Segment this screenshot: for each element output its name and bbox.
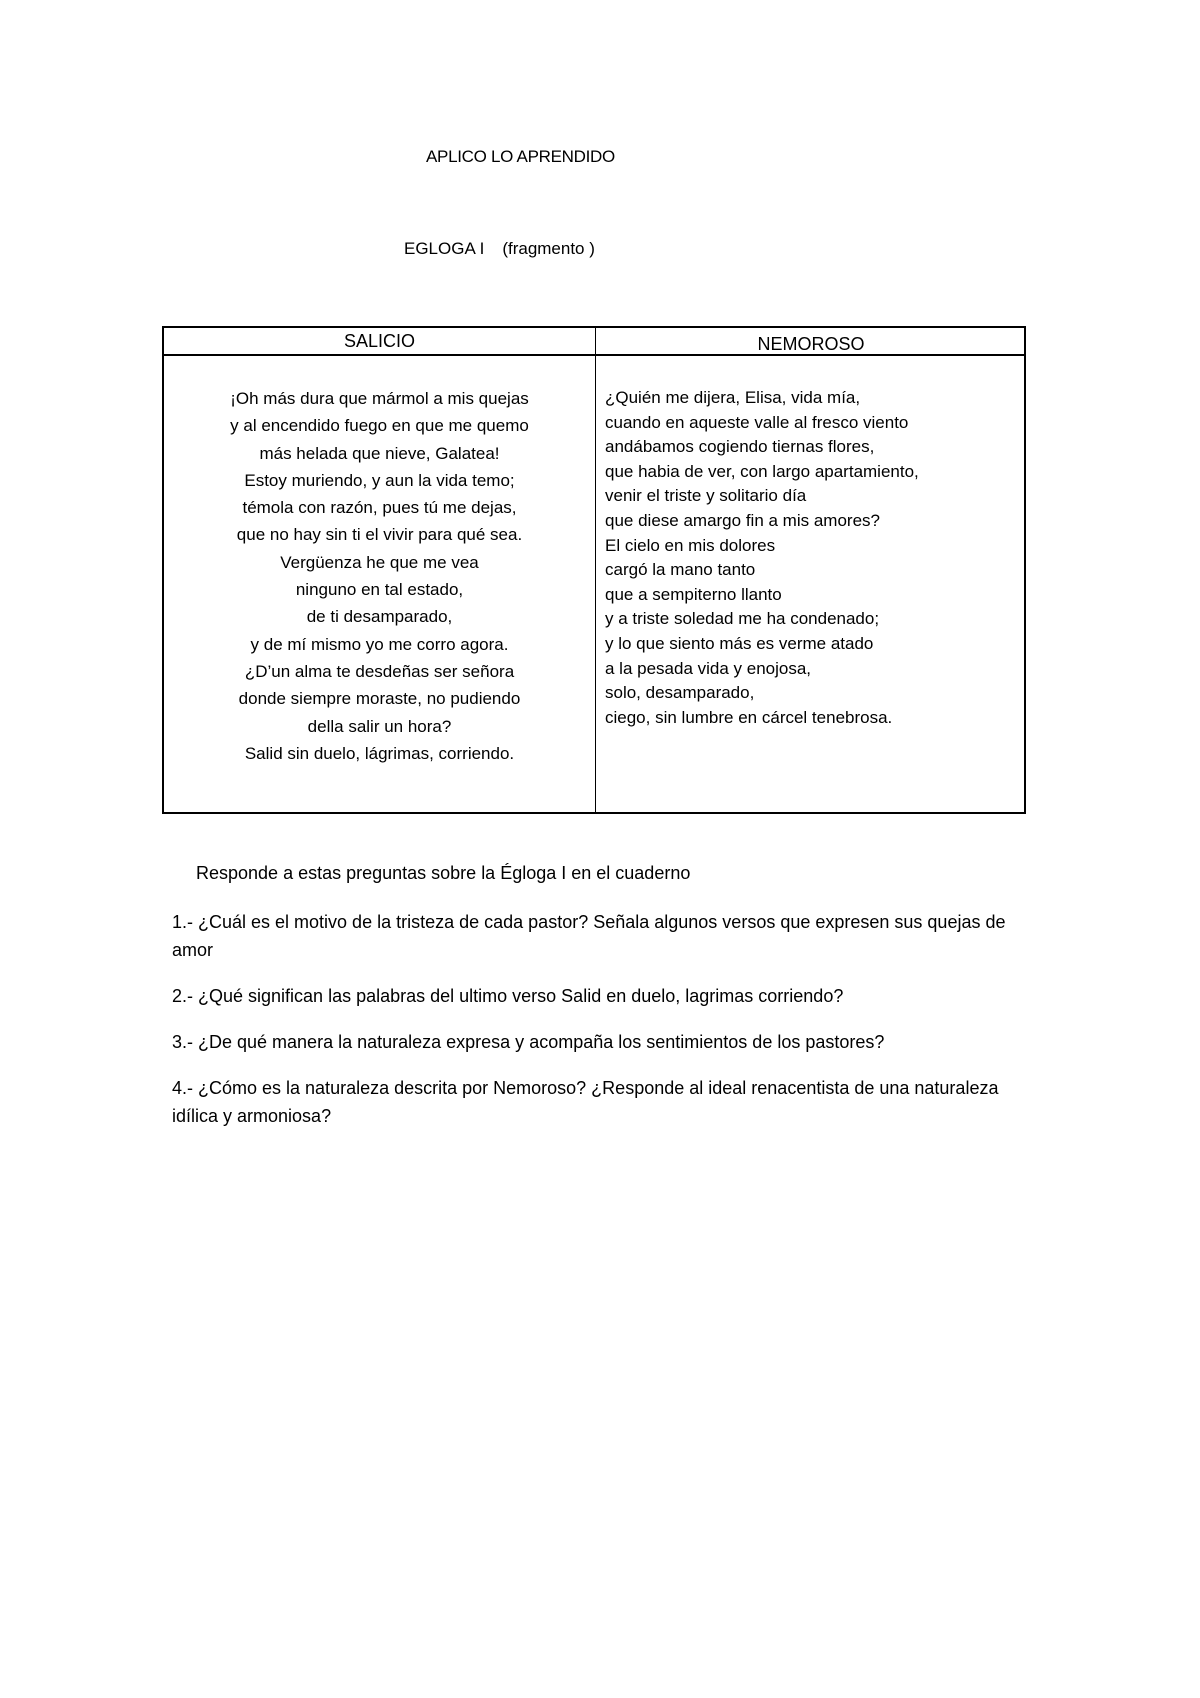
verse-line: solo, desamparado, <box>605 683 755 703</box>
nemoroso-header: NEMOROSO <box>757 334 865 354</box>
verse-line: que a sempiterno llanto <box>605 584 782 604</box>
verse-line: y al encendido fuego en que me quemo <box>230 416 529 436</box>
verse-line: ciego, sin lumbre en cárcel tenebrosa. <box>605 707 893 727</box>
verse-line: andábamos cogiendo tiernas flores, <box>605 437 875 457</box>
verse-line: Salid sin duelo, lágrimas, corriendo. <box>244 743 515 763</box>
verse-line: Vergüenza he que me vea <box>280 552 479 572</box>
verse-line: y de mí mismo yo me corro agora. <box>250 634 509 654</box>
nemoroso-verses <box>605 386 1005 730</box>
verse-line: venir el triste y solitario día <box>605 486 807 506</box>
verse-line: de ti desamparado, <box>306 607 453 627</box>
fragment-note: (fragmento ) <box>502 239 595 258</box>
column-divider <box>595 328 596 812</box>
verse-line: y lo que siento más es verme atado <box>605 633 874 653</box>
verse-line: que no hay sin ti el vivir para qué sea. <box>236 525 523 545</box>
verse-line: y a triste soledad me ha condenado; <box>605 609 880 629</box>
question-item: 1.- ¿Cuál es el motivo de la tristeza de cada pastor? Señala algunos versos que expresen sus quejas de amor <box>172 912 1006 960</box>
poem-name: EGLOGA I <box>404 239 485 258</box>
verse-line: cargó la mano tanto <box>605 560 756 580</box>
verse-line: ¿D’un alma te desdeñas ser señora <box>244 661 515 681</box>
verse-line: que habia de ver, con largo apartamiento, <box>605 461 919 481</box>
question-item: 2.- ¿Qué significan las palabras del ultimo verso Salid en duelo, lagrimas corriendo? <box>172 986 844 1006</box>
poem-subtitle <box>404 239 595 259</box>
verse-line: ninguno en tal estado, <box>295 580 464 600</box>
poem-table <box>162 326 1026 814</box>
salicio-header: SALICIO <box>343 331 416 351</box>
verse-line: ¡Oh más dura que mármol a mis quejas <box>230 389 529 408</box>
verse-line: donde siempre moraste, no pudiendo <box>238 689 521 709</box>
verse-line: que diese amargo fin a mis amores? <box>605 510 880 530</box>
verse-line: della salir un hora? <box>307 716 452 736</box>
verse-line: El cielo en mis dolores <box>605 535 776 555</box>
page-title: APLICO LO APRENDIDO <box>426 147 615 166</box>
verse-line: a la pesada vida y enojosa, <box>605 658 812 678</box>
question-list <box>172 908 1032 1148</box>
verse-line: cuando en aqueste valle al fresco viento <box>605 412 909 432</box>
salicio-verses <box>164 385 595 767</box>
question-item: 4.- ¿Cómo es la naturaleza descrita por Nemoroso? ¿Responde al ideal renacentista de una naturaleza idílica y armoniosa? <box>172 1078 999 1126</box>
verse-line: Estoy muriendo, y aun la vida temo; <box>244 470 515 490</box>
verse-line: témola con razón, pues tú me dejas, <box>242 498 517 518</box>
verse-line: más helada que nieve, Galatea! <box>259 443 500 463</box>
activity-instructions: Responde a estas preguntas sobre la Égloga I en el cuaderno <box>196 863 691 883</box>
verse-line: ¿Quién me dijera, Elisa, vida mía, <box>605 388 861 407</box>
question-item: 3.- ¿De qué manera la naturaleza expresa y acompaña los sentimientos de los pastores? <box>172 1032 885 1052</box>
